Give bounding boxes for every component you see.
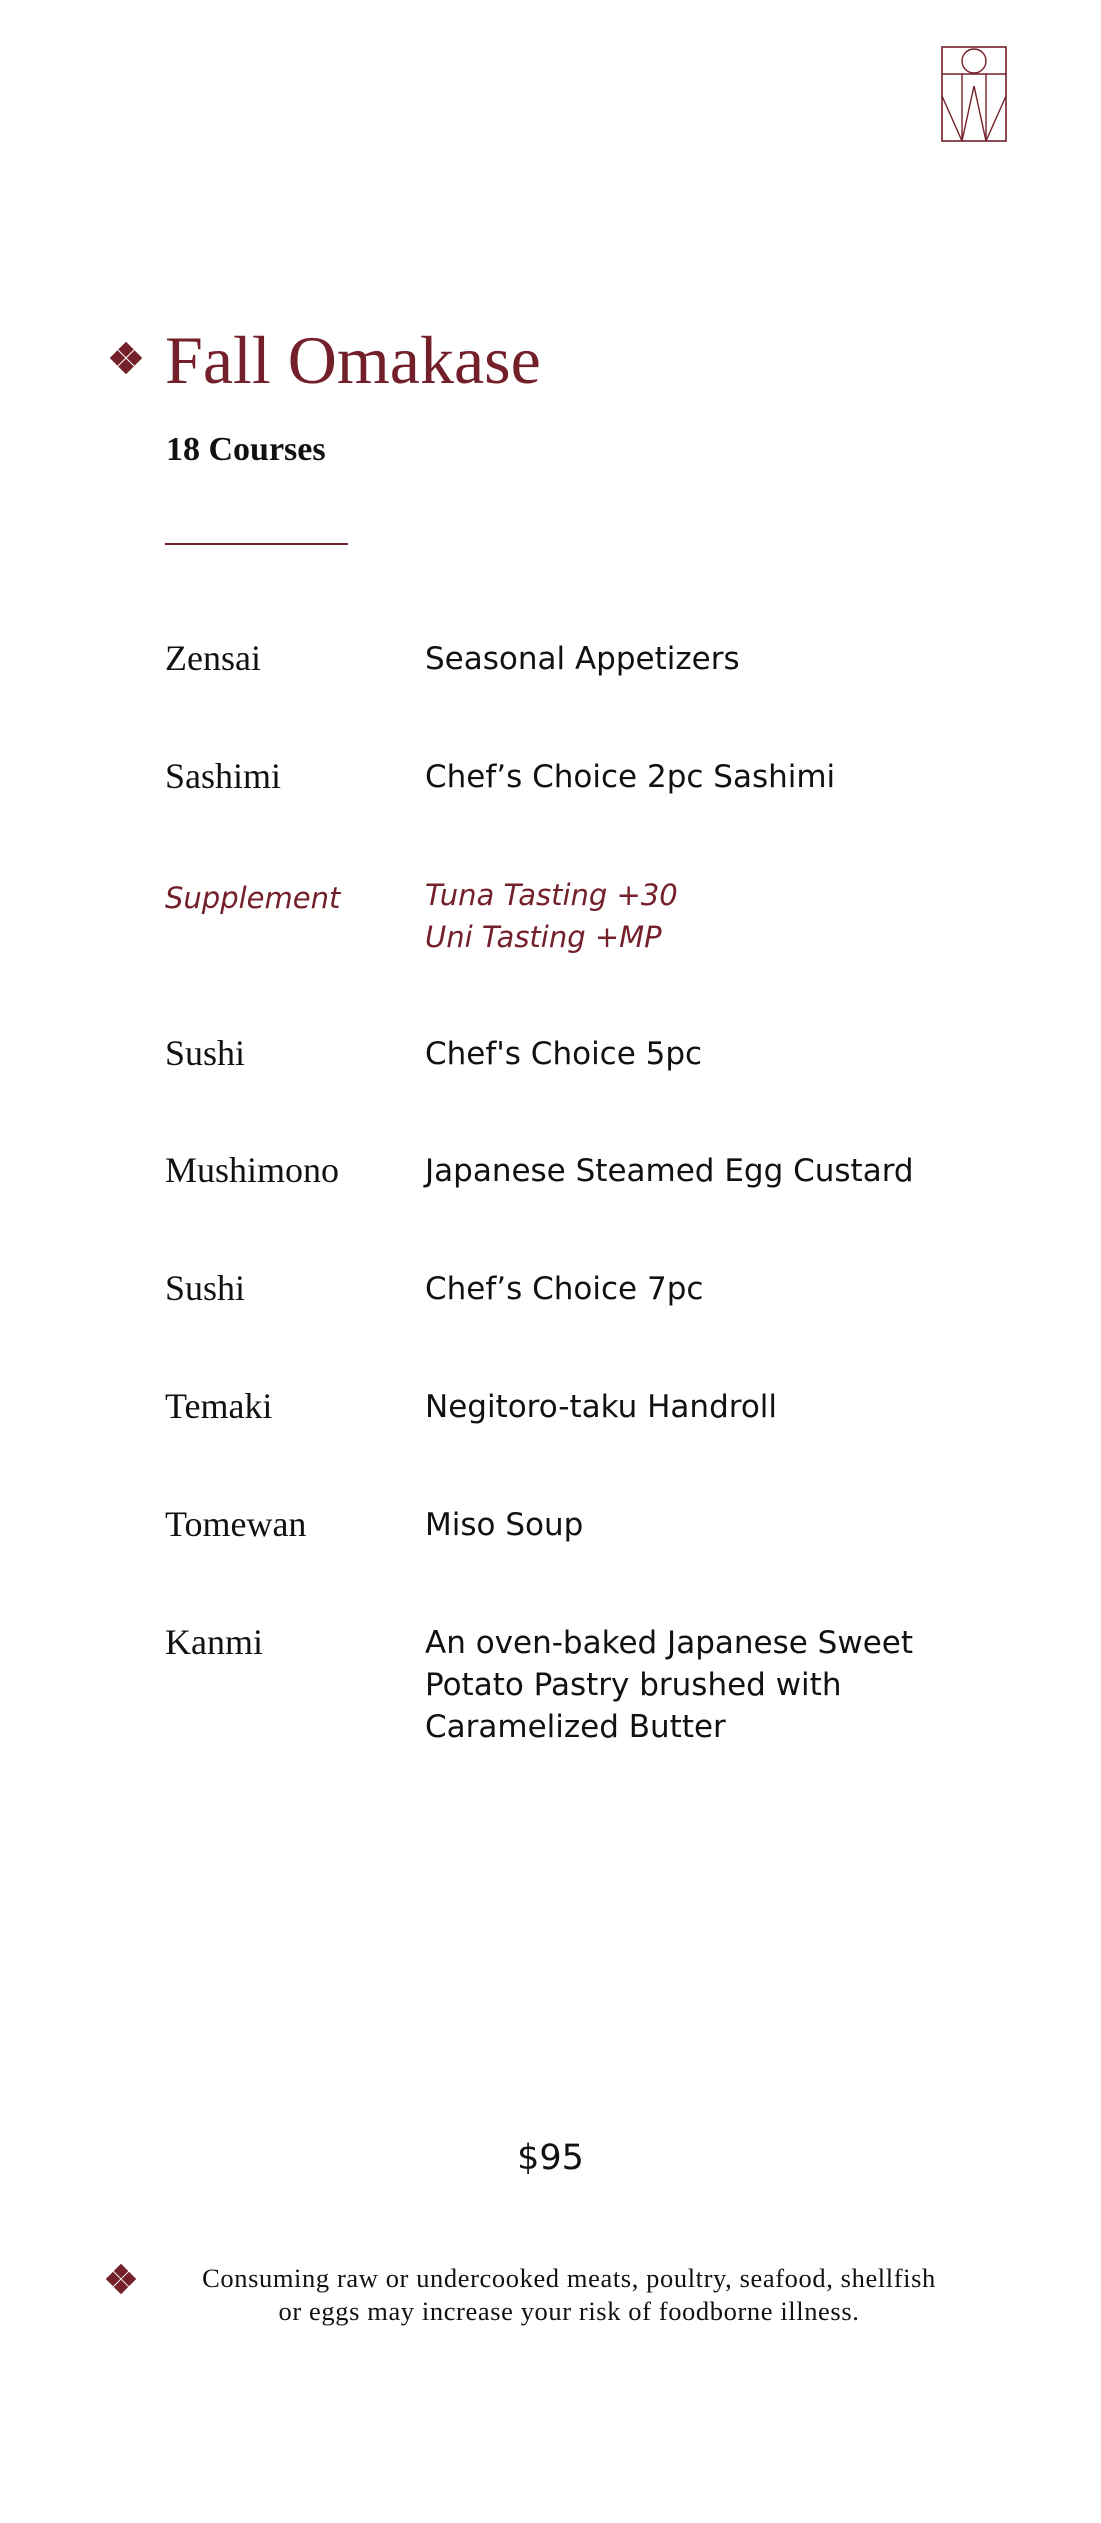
course-name: Kanmi [165, 1622, 263, 1662]
course-description: An oven-baked Japanese Sweet Potato Pastry brushed with Caramelized Butter [425, 1625, 913, 1745]
course-name: Zensai [165, 638, 261, 678]
course-name: Mushimono [165, 1150, 340, 1190]
course-description: Negitoro-taku Handroll [425, 1389, 778, 1425]
menu-title: Fall Omakase [165, 322, 541, 398]
course-name: Sashimi [165, 756, 282, 796]
course-name: Sushi [165, 1268, 246, 1308]
course-name: Tomewan [165, 1504, 307, 1544]
supplement-options: Tuna Tasting +30 Uni Tasting +MP [425, 878, 678, 954]
title-divider [165, 543, 348, 545]
disclaimer-text: Consuming raw or undercooked meats, poultry, seafood, shellfish or eggs may increase your risk of foodborne illness. [202, 2263, 936, 2326]
course-description: Miso Soup [425, 1507, 584, 1543]
course-description: Seasonal Appetizers [425, 641, 740, 677]
course-description: Japanese Steamed Egg Custard [425, 1153, 914, 1189]
diamond-bullet-icon [106, 2264, 136, 2294]
diamond-bullet-icon [110, 342, 142, 374]
course-description: Chef’s Choice 2pc Sashimi [425, 759, 836, 795]
course-description: Chef's Choice 5pc [425, 1036, 703, 1072]
course-name: Temaki [165, 1386, 273, 1426]
supplement-label: Supplement [165, 881, 341, 915]
restaurant-monogram-logo [941, 46, 1007, 142]
course-count: 18 Courses [166, 431, 326, 468]
course-name: Sushi [165, 1033, 246, 1073]
menu-price: $95 [517, 2138, 584, 2178]
course-description: Chef’s Choice 7pc [425, 1271, 704, 1307]
